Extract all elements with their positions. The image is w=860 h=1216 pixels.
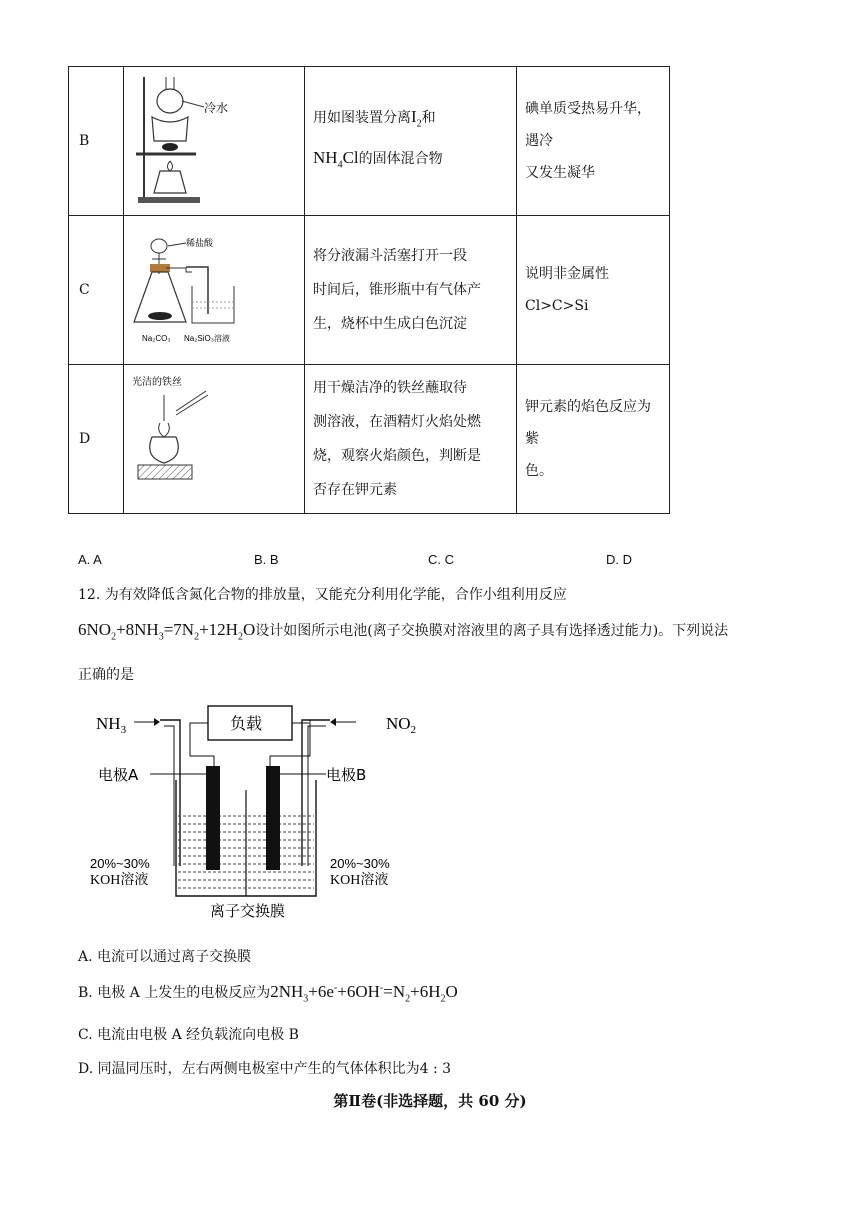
image-label: Na₂CO₃: [142, 334, 171, 343]
choice-d[interactable]: D. D: [606, 552, 632, 567]
electrode-a: [206, 766, 220, 870]
electrode-a-label: 电极A: [98, 766, 139, 784]
apparatus-image-acid-strength: [124, 216, 305, 365]
sublimation-apparatus-drawing: [124, 67, 302, 211]
no2-label: $NO_2$: [385, 714, 416, 736]
result-line: 说明非金属性Cl>C>Si: [525, 266, 609, 314]
operation-text: 和: [421, 109, 436, 126]
electrode-reaction-equation: $2NH_3+6e^-+6OH^-=N_2+6H_2O$: [270, 982, 458, 1005]
operation-line: 生，烧杯中生成白色沉淀: [313, 316, 467, 332]
image-label: 冷水: [204, 101, 229, 115]
option-cell: D: [69, 365, 124, 514]
load-label: 负载: [230, 714, 263, 733]
table-row: [69, 216, 670, 365]
apparatus-image-sublimation: [124, 67, 305, 216]
ammonium-chloride-formula: $NH_4Cl$: [313, 148, 359, 171]
option-cell: B: [69, 67, 124, 216]
result-line: 碘单质受热易升华，遇冷: [525, 101, 651, 149]
operation-line: 时间后，锥形瓶中有气体产: [313, 282, 481, 298]
nh3-label: $NH_3$: [96, 714, 127, 736]
apparatus-image-flame-test: [124, 365, 305, 514]
section-title: 第Ⅱ卷(非选择题，共 60 分): [333, 1092, 527, 1110]
option-text: B. 电极 A 上发生的电极反应为: [78, 985, 271, 1001]
battery-diagram: [90, 698, 430, 930]
operation-cell: [305, 67, 517, 216]
operation-line: 将分液漏斗活塞打开一段: [313, 248, 467, 264]
question-12-stem-line1: 12. 为有效降低含氮化合物的排放量，又能充分利用化学能，合作小组利用反应: [78, 587, 567, 603]
right-solution: KOH溶液: [330, 873, 389, 888]
operation-text: 用如图装置分离: [313, 109, 411, 126]
left-solution: KOH溶液: [90, 873, 149, 888]
result-cell: [517, 365, 670, 514]
question-text: 设计如图所示电池(离子交换膜对溶液里的离子具有选择透过能力)。下列说法: [255, 623, 729, 639]
experiment-table: [68, 66, 670, 514]
electrode-b: [266, 766, 280, 870]
option-d[interactable]: D. 同温同压时，左右两侧电极室中产生的气体体积比为4 : 3: [78, 1061, 452, 1077]
image-label: 光洁的铁丝: [132, 377, 182, 388]
option-b[interactable]: [78, 982, 458, 1004]
option-cell: C: [69, 216, 124, 365]
reaction-equation: $6NO_2+8NH_3=7N_2+12H_2O$: [78, 620, 256, 643]
question-12-stem-line2: [78, 620, 728, 642]
operation-text: 的固体混合物: [358, 151, 443, 167]
left-concentration: 20%~30%: [90, 856, 150, 871]
choice-b[interactable]: B. B: [254, 552, 279, 567]
image-label: 稀盐酸: [186, 238, 214, 248]
operation-cell: [305, 216, 517, 365]
result-line: 色。: [525, 463, 553, 479]
result-cell: [517, 216, 670, 365]
electrode-b-label: 电极B: [326, 766, 367, 784]
result-line: 钾元素的焰色反应为紫: [525, 399, 651, 447]
operation-line: 测溶液，在酒精灯火焰处燃: [313, 414, 481, 430]
result-cell: [517, 67, 670, 216]
operation-cell: [305, 365, 517, 514]
choice-c[interactable]: C. C: [428, 552, 454, 567]
option-c[interactable]: C. 电流由电极 A 经负载流向电极 B: [78, 1027, 299, 1043]
acid-strength-apparatus-drawing: [124, 216, 302, 360]
option-a[interactable]: A. 电流可以通过离子交换膜: [78, 949, 252, 965]
question-12-stem-line3: 正确的是: [78, 667, 134, 683]
choice-a[interactable]: A. A: [78, 552, 102, 567]
operation-line: 否存在钾元素: [313, 482, 397, 498]
flame-test-apparatus-drawing: [124, 365, 302, 509]
table-row: [69, 365, 670, 514]
image-label: Na₂SiO₃溶液: [184, 334, 230, 343]
operation-line: 烧，观察火焰颜色，判断是: [313, 448, 481, 464]
operation-line: 用干燥洁净的铁丝蘸取待: [313, 380, 467, 396]
right-concentration: 20%~30%: [330, 856, 390, 871]
iodine-formula: $I_2$: [411, 106, 422, 129]
table-row: [69, 67, 670, 216]
membrane-label: 离子交换膜: [210, 902, 286, 920]
result-line: 又发生凝华: [525, 165, 595, 181]
